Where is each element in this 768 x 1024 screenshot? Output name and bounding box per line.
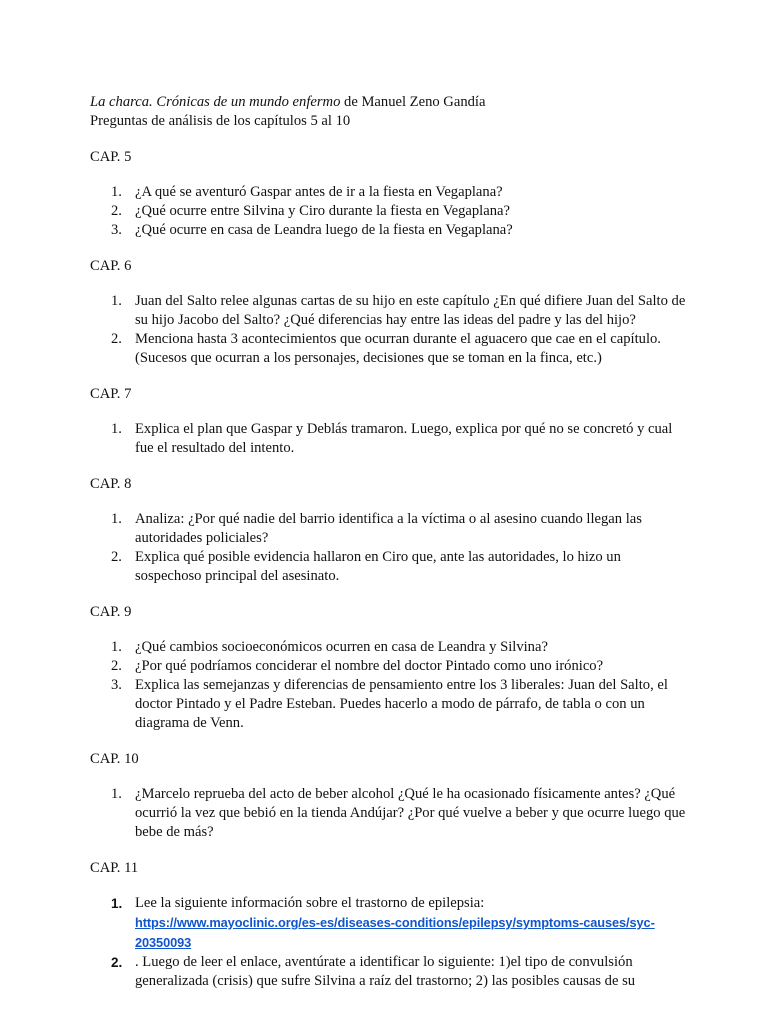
chapter-heading-11: CAP. 11 [90, 860, 139, 876]
chapter-heading-7: CAP. 7 [90, 386, 132, 402]
question-number: 1. [111, 786, 122, 802]
question-list-cap-6 [90, 292, 690, 368]
question-item [90, 953, 690, 991]
question-number: 2. [111, 658, 122, 674]
question-text: Juan del Salto relee algunas cartas de su hijo en este capítulo ¿En qué difiere Juan del Salto de su hijo Jacobo del Salto? ¿Qué diferencias hay entre las ideas del padre y las del hijo? [135, 293, 686, 328]
chapter-heading-8: CAP. 8 [90, 476, 132, 492]
question-text: Menciona hasta 3 acontecimientos que ocurran durante el aguacero que cae en el capítulo. (Sucesos que ocurran a los personajes, decisiones que se toman en la finca, etc.) [135, 331, 661, 366]
document-subtitle: Preguntas de análisis de los capítulos 5 al 10 [90, 113, 351, 129]
question-text: ¿Qué ocurre en casa de Leandra luego de la fiesta en Vegaplana? [135, 222, 513, 238]
question-number: 1. [111, 184, 122, 200]
chapter-heading-9: CAP. 9 [90, 604, 132, 620]
question-item [90, 638, 690, 657]
chapter-heading-10: CAP. 10 [90, 751, 139, 767]
question-item [90, 420, 690, 458]
question-item [90, 292, 690, 330]
link-line-1[interactable]: https://www.mayoclinic.org/es-es/diseases-conditions/epilepsy/symptoms-causes/syc- [135, 915, 655, 930]
question-text: ¿Qué cambios socioeconómicos ocurren en casa de Leandra y Silvina? [135, 639, 548, 655]
document-content [90, 93, 690, 991]
question-item [90, 785, 690, 842]
question-number: 1. [111, 421, 122, 437]
chapter-heading-5: CAP. 5 [90, 149, 132, 165]
book-title: La charca. Crónicas de un mundo enfermo [90, 94, 341, 110]
question-item [90, 183, 690, 202]
question-number: 2. [111, 203, 122, 219]
question-text: Explica el plan que Gaspar y Deblás tramaron. Luego, explica por qué no se concretó y cual fue el resultado del intento. [135, 421, 673, 456]
question-item [90, 676, 690, 733]
question-text: ¿Qué ocurre entre Silvina y Ciro durante la fiesta en Vegaplana? [135, 203, 510, 219]
question-text: ¿A qué se aventuró Gaspar antes de ir a la fiesta en Vegaplana? [135, 184, 503, 200]
question-item [90, 510, 690, 548]
question-number: 3. [111, 222, 122, 238]
question-number: 1. [111, 511, 122, 527]
question-text: Lee la siguiente información sobre el trastorno de epilepsia: [135, 895, 485, 911]
question-list-cap-7 [90, 420, 690, 458]
question-text: . Luego de leer el enlace, aventúrate a identificar lo siguiente: 1)el tipo de convulsión generalizada (crisis) que sufre Silvina a raíz del trastorno; 2) las posibles causas de su [135, 954, 636, 989]
question-list-cap-5 [90, 183, 690, 240]
question-list-cap-11 [90, 894, 690, 991]
link-line-2[interactable]: 20350093 [135, 935, 192, 950]
question-list-cap-8 [90, 510, 690, 586]
question-item [90, 221, 690, 240]
chapter-heading-6: CAP. 6 [90, 258, 132, 274]
question-number: 1. [111, 896, 123, 911]
question-item [90, 894, 690, 953]
question-text: Explica las semejanzas y diferencias de pensamiento entre los 3 liberales: Juan del Salto, el doctor Pintado y el Padre Esteban. Puedes hacerlo a modo de párrafo, de tabla o con un diagrama de Venn. [135, 677, 668, 731]
question-item [90, 548, 690, 586]
question-list-cap-10 [90, 785, 690, 842]
question-number: 2. [111, 549, 122, 565]
question-number: 2. [111, 331, 122, 347]
book-author: de Manuel Zeno Gandía [340, 94, 486, 110]
question-item [90, 202, 690, 221]
question-list-cap-9 [90, 638, 690, 733]
question-text: Explica qué posible evidencia hallaron en Ciro que, ante las autoridades, lo hizo un sospechoso principal del asesinato. [135, 549, 621, 584]
question-text: ¿Por qué podríamos conciderar el nombre del doctor Pintado como uno irónico? [135, 658, 604, 674]
question-text: ¿Marcelo reprueba del acto de beber alcohol ¿Qué le ha ocasionado físicamente antes? ¿Qué ocurrió la vez que bebió en la tienda Andújar? ¿Por qué vuelve a beber y que ocurre luego que bebe de más? [135, 786, 686, 840]
question-number: 2. [111, 955, 123, 970]
question-number: 3. [111, 677, 122, 693]
question-item [90, 657, 690, 676]
question-item [90, 330, 690, 368]
epilepsy-info-link[interactable] [135, 915, 655, 950]
question-number: 1. [111, 293, 122, 309]
question-text: Analiza: ¿Por qué nadie del barrio identifica a la víctima o al asesino cuando llegan las autoridades policiales? [135, 511, 642, 546]
document-title [90, 93, 690, 112]
question-number: 1. [111, 639, 122, 655]
